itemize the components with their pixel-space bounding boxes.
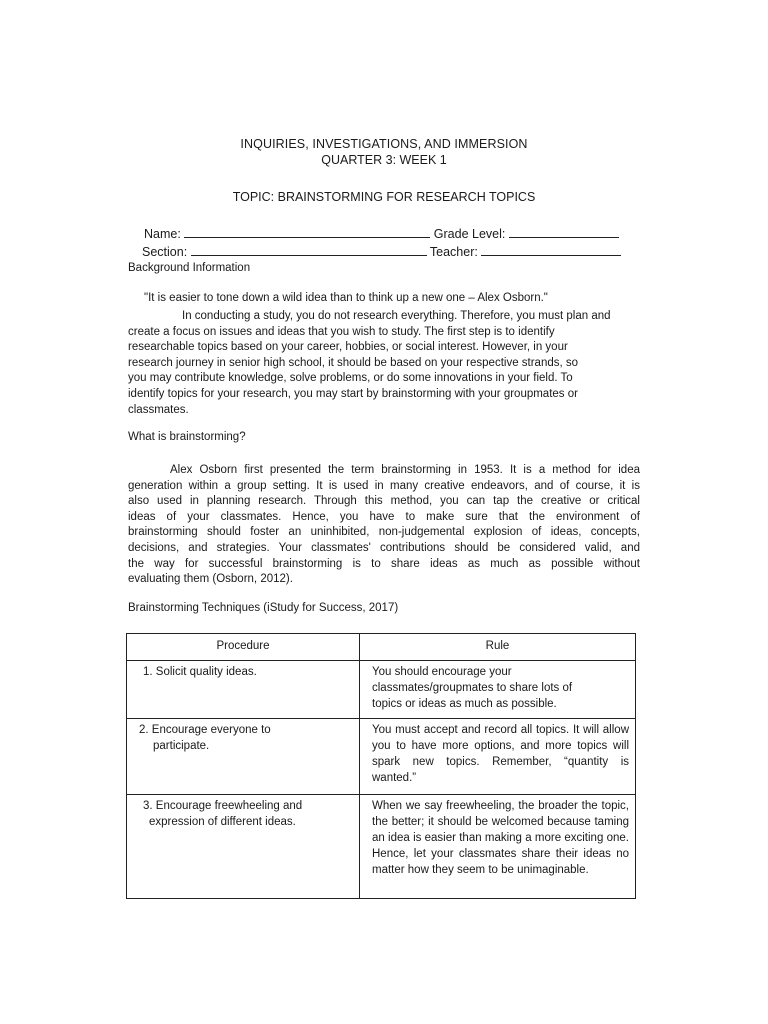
procedure-line: participate.	[153, 740, 210, 753]
background-heading: Background Information	[128, 262, 251, 274]
paragraph-line: brainstorming should foster an uninhibited, non-judgemental explosion of ideas, concepts,	[128, 526, 640, 539]
paragraph-line: research journey in senior high school, it should be based on your respective strands, so	[128, 356, 579, 369]
rule-text: When we say freewheeling, the broader the topic, the better; it should be welcomed because taming an idea is easier than making a more exciting one. Hence, let your classmates share their ideas no matter how they seem to be unimaginable.	[372, 800, 629, 876]
paragraph-line: evaluating them (Osborn, 2012).	[128, 573, 293, 586]
name-label: Name:	[144, 227, 181, 241]
what-is-brainstorming-heading: What is brainstorming?	[128, 431, 246, 443]
table-row	[127, 661, 636, 719]
osborn-quote: "It is easier to tone down a wild idea than to think up a new one – Alex Osborn."	[144, 292, 548, 304]
procedure-line: 1. Solicit quality ideas.	[143, 666, 257, 678]
background-paragraph	[128, 309, 640, 418]
procedure-cell	[127, 719, 360, 795]
grade-level-label: Grade Level:	[433, 227, 506, 241]
procedure-column-header: Procedure	[127, 634, 360, 661]
section-teacher-row	[142, 244, 621, 259]
table-row	[127, 795, 636, 899]
paragraph-line: the way for successful brainstorming is to share ideas as much as possible without	[128, 557, 640, 570]
rule-cell	[360, 661, 636, 719]
techniques-heading: Brainstorming Techniques (iStudy for Success, 2017)	[128, 602, 399, 614]
procedure-cell	[127, 795, 360, 899]
paragraph-line: identify topics for your research, you may start by brainstorming with your groupmates or	[128, 387, 578, 400]
paragraph-line: researchable topics based on your career, hobbies, or social interest. However, in your	[128, 341, 568, 354]
grade-level-field[interactable]	[509, 226, 619, 238]
rule-cell	[360, 719, 636, 795]
teacher-label: Teacher:	[429, 245, 478, 259]
paragraph-line: In conducting a study, you do not research everything. Therefore, you must plan and	[182, 310, 611, 322]
paragraph-line: you may contribute knowledge, solve problems, or do some innovations in your field. To	[128, 372, 573, 385]
paragraph-line: ideas of your classmates. Hence, you have to make sure that the environment of	[128, 510, 640, 523]
name-grade-row	[144, 226, 619, 241]
table-header-row	[127, 634, 636, 661]
section-field[interactable]	[191, 244, 427, 256]
section-label: Section:	[142, 245, 188, 259]
quarter-week: QUARTER 3: WEEK 1	[321, 153, 447, 167]
paragraph-line: generation within a group setting. It is used in many creative endeavors, and of course, it is	[128, 479, 640, 492]
procedure-line: expression of different ideas.	[149, 816, 296, 829]
teacher-field[interactable]	[481, 244, 621, 256]
rule-column-header: Rule	[360, 634, 636, 661]
brainstorming-paragraph	[128, 463, 640, 588]
rule-text: You must accept and record all topics. It will allow you to have more options, and more topics will spark new topics. Remember, “quantity is wanted.”	[372, 724, 629, 784]
table-row	[127, 719, 636, 795]
procedure-line: 3. Encourage freewheeling and	[143, 800, 303, 813]
name-field[interactable]	[184, 226, 430, 238]
paragraph-line: decisions, and strategies. Your classmates' contributions should be considered valid, and	[128, 541, 640, 554]
course-title: INQUIRIES, INVESTIGATIONS, AND IMMERSION	[240, 137, 528, 151]
topic-title: TOPIC: BRAINSTORMING FOR RESEARCH TOPICS	[232, 190, 536, 204]
paragraph-line: classmates.	[128, 403, 189, 416]
techniques-table	[126, 633, 636, 899]
paragraph-line: create a focus on issues and ideas that you wish to study. The first step is to identify	[128, 325, 555, 338]
rule-text: You should encourage your classmates/groupmates to share lots of topics or ideas as much as possible.	[372, 666, 573, 710]
procedure-line: 2. Encourage everyone to	[139, 724, 271, 737]
paragraph-line: also used in planning research. Through this method, you can tap the creative or critical	[128, 495, 640, 508]
procedure-cell	[127, 661, 360, 719]
rule-cell	[360, 795, 636, 899]
paragraph-line: Alex Osborn first presented the term brainstorming in 1953. It is a method for idea	[170, 464, 640, 476]
